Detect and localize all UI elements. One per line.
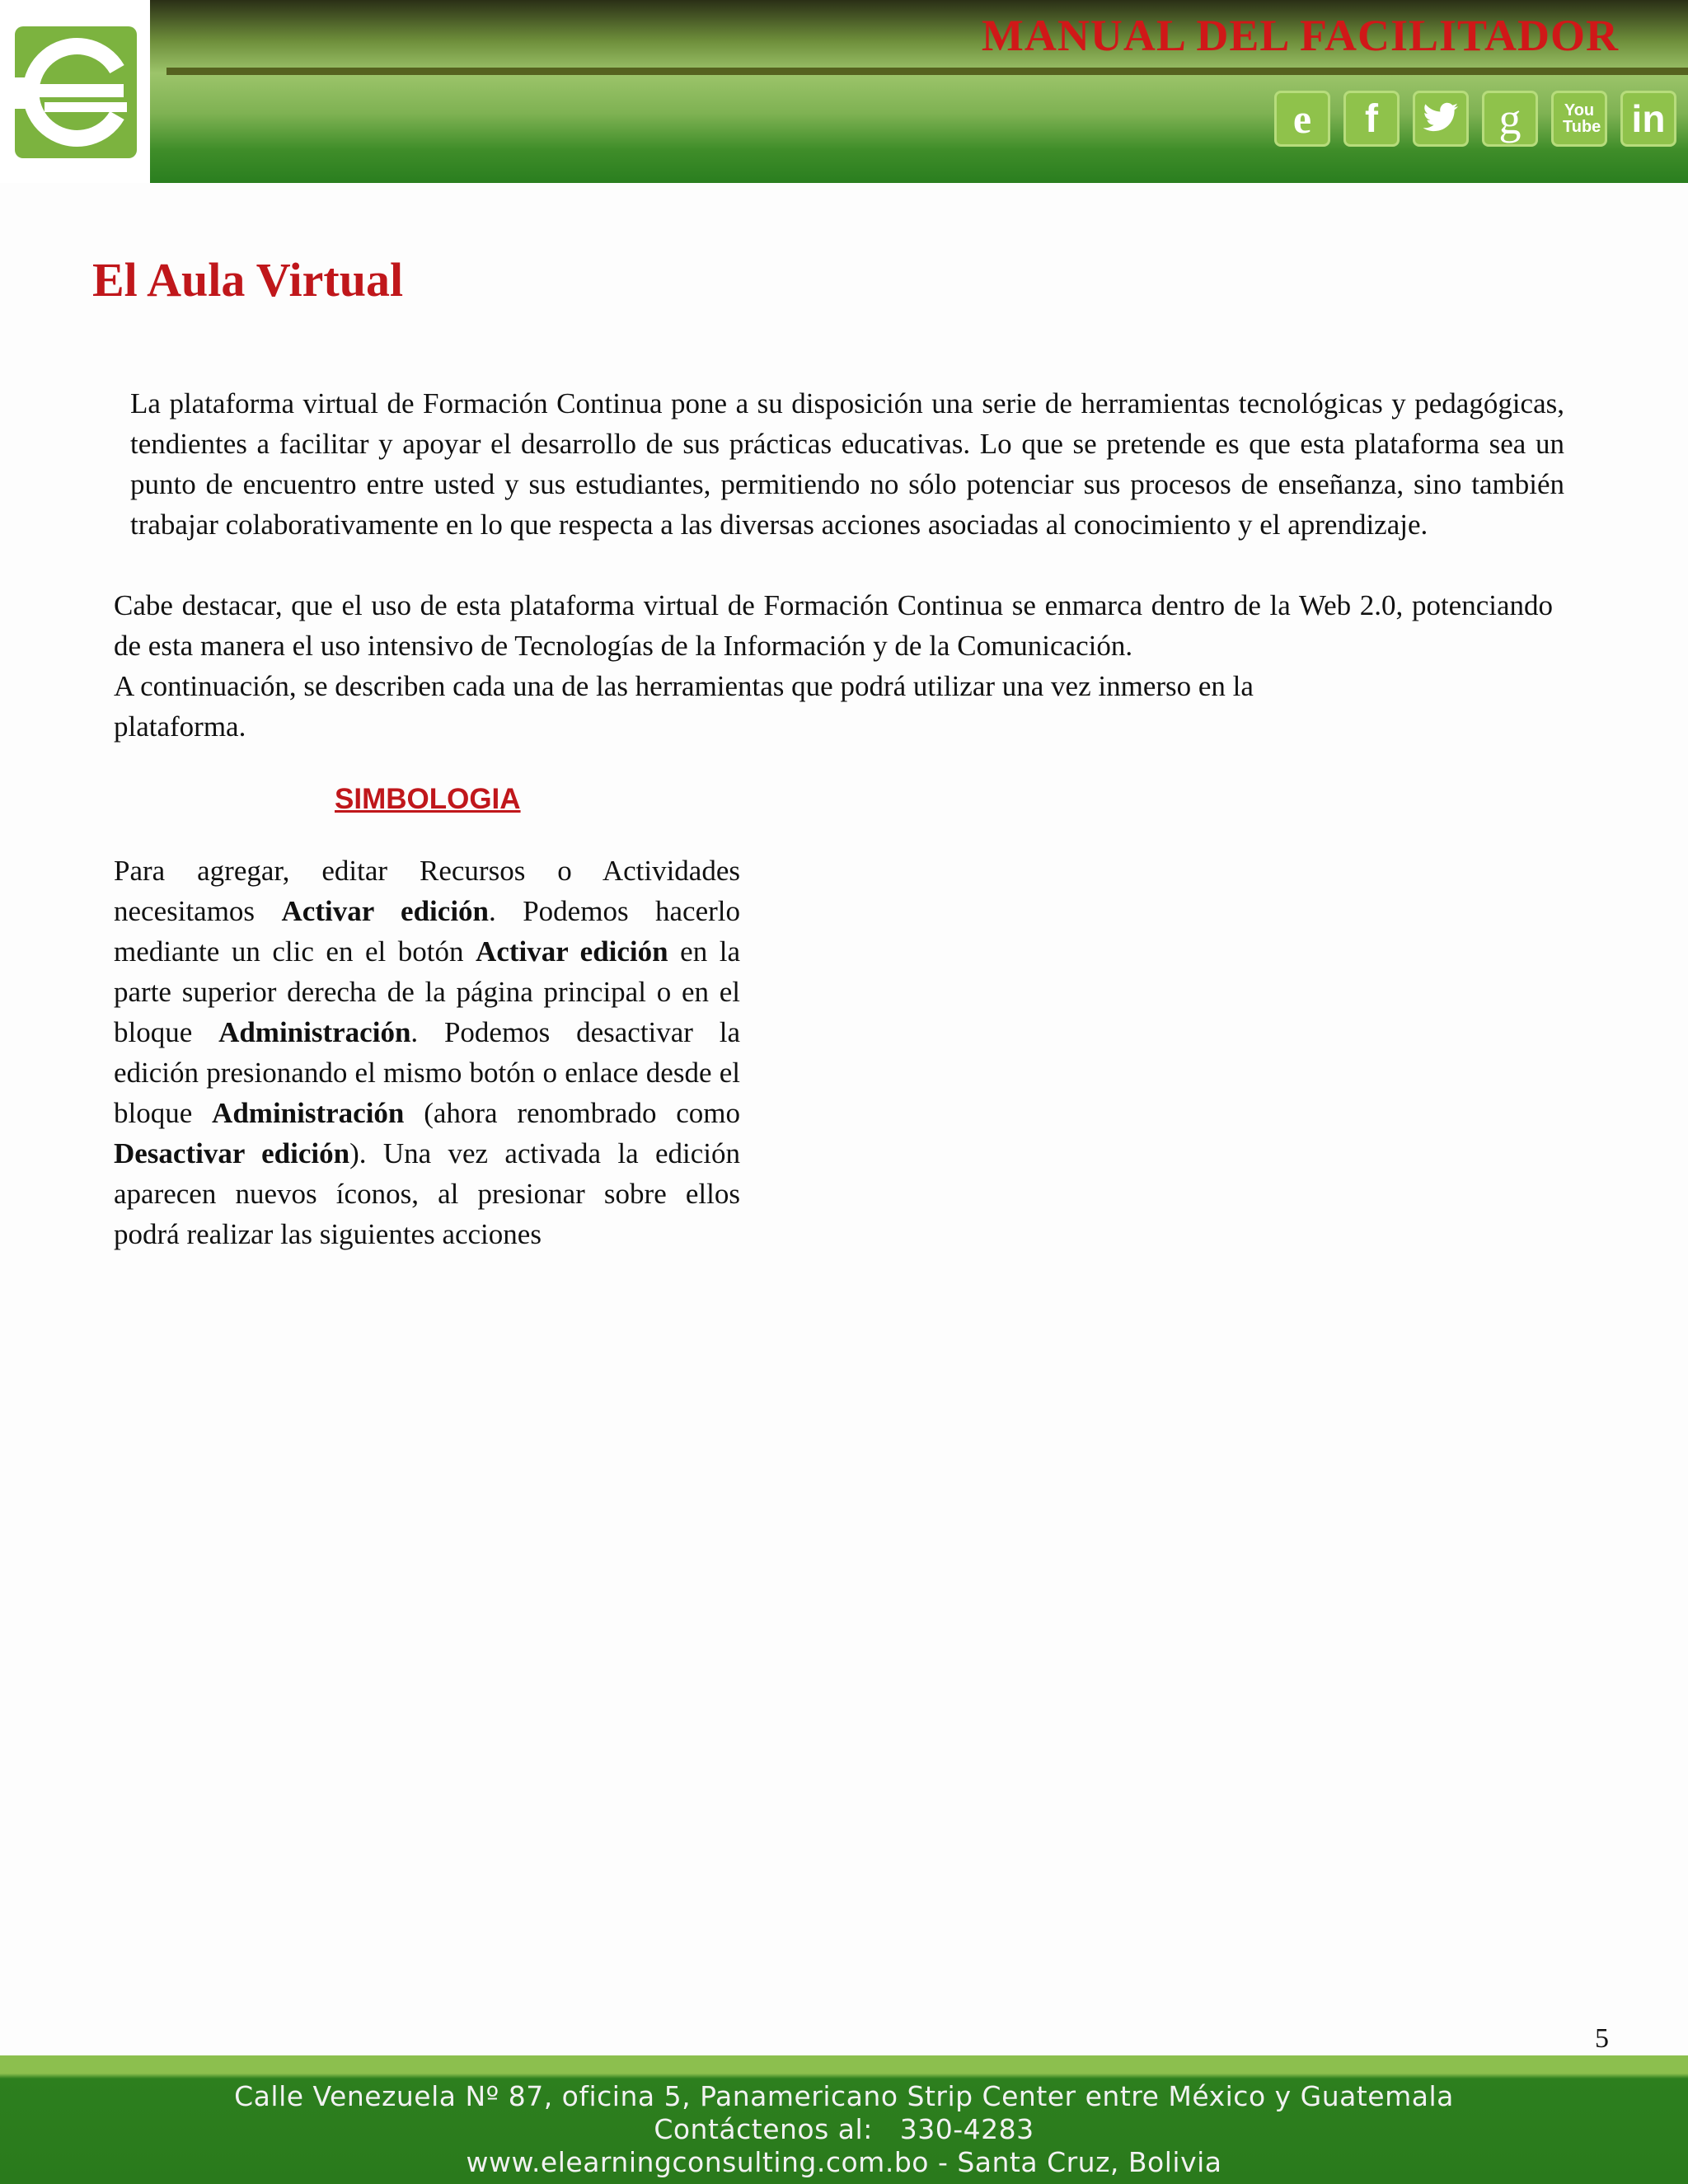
header-divider xyxy=(166,68,1688,75)
page-header xyxy=(0,0,1688,183)
intro-paragraph: La plataforma virtual de Formación Continua pone a su disposición una serie de herramientas tecnológicas y pedagógicas, tendientes a facilitar y apoyar el desarrollo de sus prácticas educativas. Lo que se pretende es que esta plataforma sea un punto de encuentro entre usted y sus estudiantes, permitiendo no sólo potenciar sus procesos de enseñanza, sino también trabajar colaborativamente en lo que respecta a las diversas acciones asociadas al conocimiento y el aprendizaje. xyxy=(130,387,1564,541)
twitter-bird-icon xyxy=(1422,102,1460,135)
section-title-simbologia: SIMBOLOGIA xyxy=(335,783,521,815)
text-run: . Podemos hacerlo mediante un clic en el botón xyxy=(114,895,740,968)
continuation-paragraph: A continuación, se describen cada una de las herramientas que podrá utilizar una vez inmerso en la xyxy=(114,670,1254,702)
page-footer xyxy=(0,2055,1688,2184)
header-banner xyxy=(150,0,1688,183)
bold-activar-edicion: Activar edición xyxy=(476,935,668,968)
linkedin-icon-glyph: in xyxy=(1631,97,1666,140)
facebook-icon-glyph: f xyxy=(1365,96,1378,141)
text-run: (ahora renombrado como xyxy=(404,1097,740,1129)
page-number: 5 xyxy=(1595,2023,1609,2054)
social-links xyxy=(1274,91,1676,147)
text-run: Para agregar, editar Recursos o Actividades necesitamos xyxy=(114,855,740,927)
text-run: ). Una vez activada la edición aparecen nuevos íconos, al presionar sobre ellos podrá realizar las siguientes acciones xyxy=(114,1137,740,1250)
continuation-paragraph-end: plataforma. xyxy=(114,710,246,743)
bold-activar-edicion: Activar edición xyxy=(281,895,490,927)
youtube-icon[interactable] xyxy=(1551,91,1607,147)
text-run: en la parte superior derecha de la página principal o en el bloque xyxy=(114,935,741,1048)
elearning-logo-icon xyxy=(12,20,140,165)
elearning-icon[interactable] xyxy=(1274,91,1330,147)
footer-address: Calle Venezuela Nº 87, oficina 5, Panamericano Strip Center entre México y Guatemala xyxy=(234,2080,1454,2112)
footer-website[interactable]: www.elearningconsulting.com.bo - Santa Cruz, Bolivia xyxy=(466,2146,1222,2178)
web20-paragraph: Cabe destacar, que el uso de esta plataforma virtual de Formación Continua se enmarca dentro de la Web 2.0, potenciando de esta manera el uso intensivo de Tecnologías de la Información y de la Comunicación. xyxy=(114,589,1553,662)
elearning-icon-glyph: e xyxy=(1292,96,1312,142)
bold-desactivar-edicion: Desactivar edición xyxy=(114,1137,350,1169)
twitter-icon[interactable] xyxy=(1413,91,1469,147)
footer-contact: Contáctenos al: 330-4283 xyxy=(654,2113,1034,2145)
bold-administracion: Administración xyxy=(212,1097,405,1129)
page-title: El Aula Virtual xyxy=(92,253,404,307)
youtube-icon-glyph: You Tube xyxy=(1563,101,1601,136)
simbologia-paragraph xyxy=(114,851,740,1254)
bold-administracion: Administración xyxy=(218,1016,411,1048)
google-plus-icon[interactable] xyxy=(1482,91,1538,147)
logo xyxy=(0,0,150,183)
google-icon-glyph: g xyxy=(1498,94,1522,143)
manual-title: MANUAL DEL FACILITADOR xyxy=(981,11,1619,60)
facebook-icon[interactable] xyxy=(1343,91,1400,147)
linkedin-icon[interactable] xyxy=(1620,91,1676,147)
text-run: . Podemos desactivar la edición presionando el mismo botón o enlace desde el bloque xyxy=(114,1016,741,1129)
